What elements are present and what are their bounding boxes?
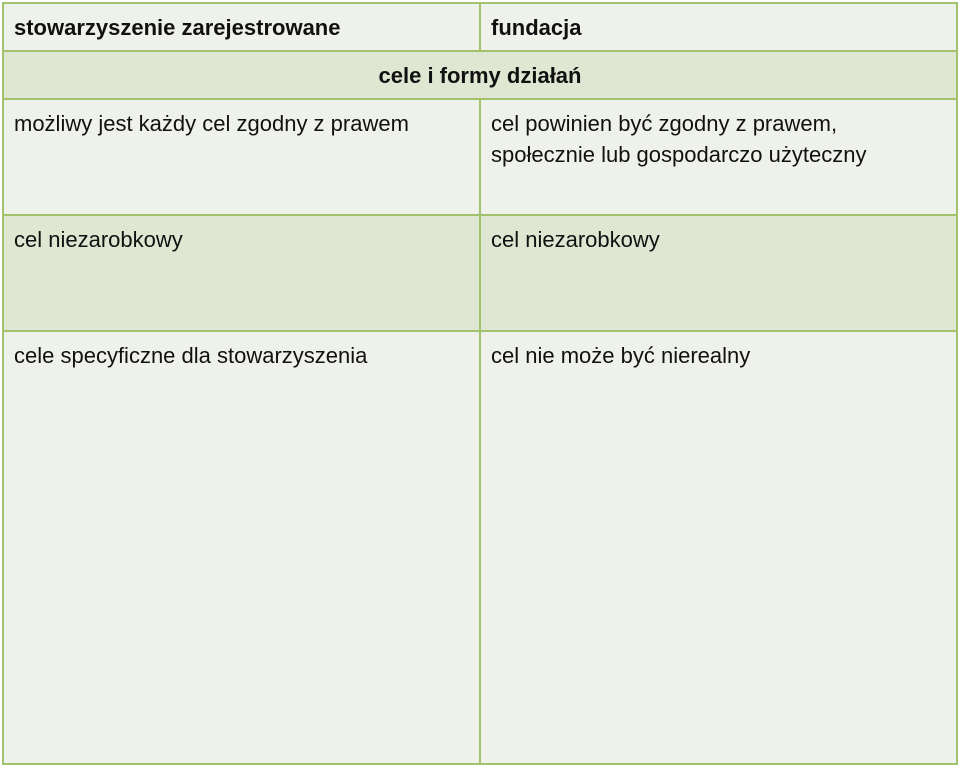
- row2-cell-left: [3, 215, 480, 331]
- row3-right-text: cel nie może być nierealny: [491, 343, 751, 368]
- section-title-cell: [3, 51, 957, 99]
- header-left-text: stowarzyszenie zarejestrowane: [14, 15, 341, 40]
- header-cell-left: [3, 3, 480, 51]
- section-title-row: [3, 51, 957, 99]
- comparison-table: [2, 2, 958, 765]
- row1-cell-right: [480, 99, 957, 215]
- row1-left-text: możliwy jest każdy cel zgodny z prawem: [14, 111, 409, 136]
- header-right-text: fundacja: [491, 15, 582, 40]
- row3-cell-left: [3, 331, 480, 764]
- table-row: [3, 331, 957, 764]
- row2-cell-right: [480, 215, 957, 331]
- row1-right-line2: społecznie lub gospodarczo użyteczny: [491, 142, 867, 167]
- table-row: [3, 99, 957, 215]
- row2-left-text: cel niezarobkowy: [14, 227, 183, 252]
- table-row: [3, 215, 957, 331]
- row3-cell-right: [480, 331, 957, 764]
- header-cell-right: [480, 3, 957, 51]
- row1-cell-left: [3, 99, 480, 215]
- row2-right-text: cel niezarobkowy: [491, 227, 660, 252]
- row1-right-line1: cel powinien być zgodny z prawem,: [491, 111, 838, 136]
- section-title: cele i formy działań: [378, 63, 582, 88]
- row3-left-text: cele specyficzne dla stowarzyszenia: [14, 343, 368, 368]
- header-row: [3, 3, 957, 51]
